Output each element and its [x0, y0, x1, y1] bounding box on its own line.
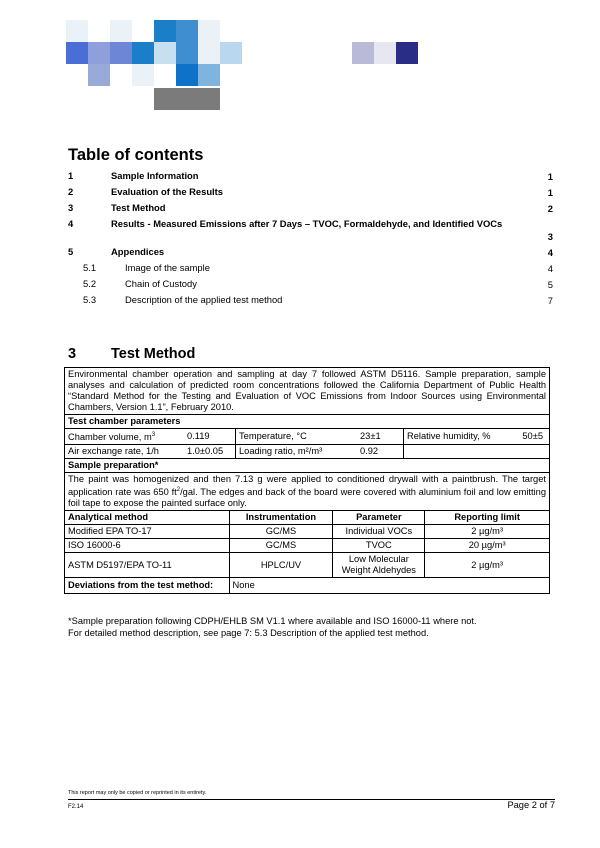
- logo-tile: [110, 42, 132, 64]
- toc-item: [68, 186, 555, 202]
- table-row: [65, 553, 550, 578]
- chamber-volume-label: Chamber volume, $m^3$: [68, 432, 156, 443]
- parameter-cell: Low Molecular Weight Aldehydes: [333, 553, 425, 578]
- instrument-cell: HPLC/UV: [229, 553, 333, 578]
- temperature-value: 23±1: [357, 429, 404, 444]
- instrument-cell: GC/MS: [229, 525, 333, 539]
- logo-tile: [198, 64, 220, 86]
- humidity-value: 50±5: [522, 431, 543, 442]
- toc-item: [68, 262, 555, 278]
- method-reference-note: For detailed method description, see page 7: 5.3 Description of the applied test method.: [68, 627, 429, 638]
- logo-tile: [66, 42, 88, 64]
- toc-item-title: Description of the applied test method: [125, 294, 283, 305]
- logo-tile: [176, 42, 198, 64]
- test-method-table: [64, 367, 550, 594]
- loading-ratio-value: 0.92: [357, 445, 404, 458]
- instrument-cell: GC/MS: [229, 539, 333, 553]
- chamber-parameters-row: [65, 429, 550, 445]
- method-cell: ASTM D5197/EPA TO-11: [65, 553, 230, 578]
- parameter-cell: TVOC: [333, 539, 425, 553]
- toc-item-number: 3: [68, 202, 74, 213]
- logo-tile: [176, 20, 198, 42]
- logo-tile: [396, 42, 418, 64]
- toc-item-page: 5: [547, 279, 553, 290]
- company-logo: [0, 0, 600, 115]
- prep-footnote: *Sample preparation following CDPH/EHLB SM V1.1 where available and ISO 16000-11 where not.: [68, 616, 477, 626]
- logo-tile: [88, 64, 110, 86]
- air-exchange-label: Air exchange rate, 1/h: [68, 446, 159, 457]
- temperature-label: Temperature, °C: [239, 431, 307, 442]
- toc-item-number: 1: [68, 170, 74, 181]
- toc-item-number: 5: [68, 246, 74, 257]
- deviations-label: Deviations from the test method:: [65, 578, 230, 594]
- analytical-method-header: Analytical method: [65, 511, 230, 525]
- logo-tile: [220, 42, 242, 64]
- toc-item-number: 5.3: [83, 294, 97, 305]
- logo-tile: [66, 20, 88, 42]
- toc-item-title: Chain of Custody: [125, 278, 197, 289]
- section-heading: [68, 346, 195, 362]
- logo-tile: [132, 42, 154, 64]
- sample-prep-header: Sample preparation*: [65, 459, 550, 473]
- logo-tile: [88, 42, 110, 64]
- logo-tile: [154, 20, 176, 42]
- logo-tile: [352, 42, 374, 64]
- parameter-header: Parameter: [333, 511, 425, 525]
- chamber-parameters-header: Test chamber parameters: [65, 415, 550, 429]
- parameter-cell: Individual VOCs: [333, 525, 425, 539]
- table-row: [65, 525, 550, 539]
- toc-item-page: 2: [547, 203, 553, 214]
- toc-item-page: 1: [547, 187, 553, 198]
- toc-item-page: 4: [547, 247, 553, 258]
- toc-item-title: Appendices: [111, 246, 165, 257]
- footer-divider: [68, 799, 555, 800]
- toc-item: [68, 218, 555, 246]
- toc-item-title: Test Method: [111, 202, 166, 213]
- logo-tile: [198, 42, 220, 64]
- toc-item-title: Sample Information: [111, 170, 199, 181]
- section-number: 3: [68, 346, 77, 362]
- toc-item-title: Image of the sample: [125, 262, 210, 273]
- logo-tile: [154, 88, 220, 110]
- limit-cell: 20 µg/m³: [425, 539, 550, 553]
- toc-list: [68, 170, 555, 310]
- logo-tile: [374, 42, 396, 64]
- instrumentation-header: Instrumentation: [229, 511, 333, 525]
- toc-item-page: 7: [547, 295, 553, 306]
- toc-item-page: 4: [547, 263, 553, 274]
- logo-tile: [154, 42, 176, 64]
- logo-tile: [198, 20, 220, 42]
- limit-cell: 2 µg/m³: [425, 553, 550, 578]
- toc-item-title: Results - Measured Emissions after 7 Days – TVOC, Formaldehyde, and Identified VOCs: [111, 218, 503, 229]
- toc-item-number: 5.1: [83, 262, 97, 273]
- toc-item: [68, 278, 555, 294]
- deviations-value: None: [229, 578, 549, 594]
- copy-notice: This report may only be copied or reprinted in its entirety.: [68, 790, 207, 796]
- table-notes: [68, 616, 477, 639]
- toc-title: Table of contents: [68, 146, 204, 164]
- method-cell: Modified EPA TO-17: [65, 525, 230, 539]
- toc-item-number: 2: [68, 186, 74, 197]
- toc-item: [68, 294, 555, 310]
- toc-item: [68, 246, 555, 262]
- toc-item-page: 1: [547, 171, 553, 182]
- logo-tile: [176, 64, 198, 86]
- method-cell: ISO 16000-6: [65, 539, 230, 553]
- loading-ratio-label: Loading ratio, m²/m³: [239, 446, 323, 457]
- toc-item-title: Evaluation of the Results: [111, 186, 223, 197]
- humidity-label: Relative humidity, %: [407, 431, 491, 442]
- toc-item: [68, 202, 555, 218]
- section-title: Test Method: [111, 346, 196, 362]
- air-exchange-value: 1.0±0.05: [184, 445, 236, 458]
- sample-prep-text: The paint was homogenized and then 7.13 g were applied to conditioned drywall with a paintbrush. The target application rate was 650 $ft^2$/gal. The edges and back of the board were covered with aluminium foil and low emitting foil tape to expose the painted surface only.: [65, 473, 550, 511]
- air-exchange-row: [65, 445, 550, 459]
- logo-tile: [110, 20, 132, 42]
- chamber-volume-value: 0.119: [184, 429, 236, 444]
- logo-tile: [132, 64, 154, 86]
- reporting-limit-header: Reporting limit: [425, 511, 550, 525]
- page-number: Page 2 of 7: [507, 800, 555, 810]
- toc-item-page: 3: [547, 231, 553, 242]
- intro-text: Environmental chamber operation and sampling at day 7 followed ASTM D5116. Sample preparation, sample analyses and calculation of predicted room concentrations followed the California Department of Public Health “Standard Method for the Testing and Evaluation of VOC Emissions from Indoor Sources using Environmental Chambers, Version 1.1”, February 2010.: [65, 368, 550, 415]
- toc-item-number: 5.2: [83, 278, 97, 289]
- form-code: F2.14: [68, 804, 84, 810]
- toc-item-number: 4: [68, 218, 74, 229]
- toc-item: [68, 170, 555, 186]
- limit-cell: 2 µg/m³: [425, 525, 550, 539]
- table-row: [65, 539, 550, 553]
